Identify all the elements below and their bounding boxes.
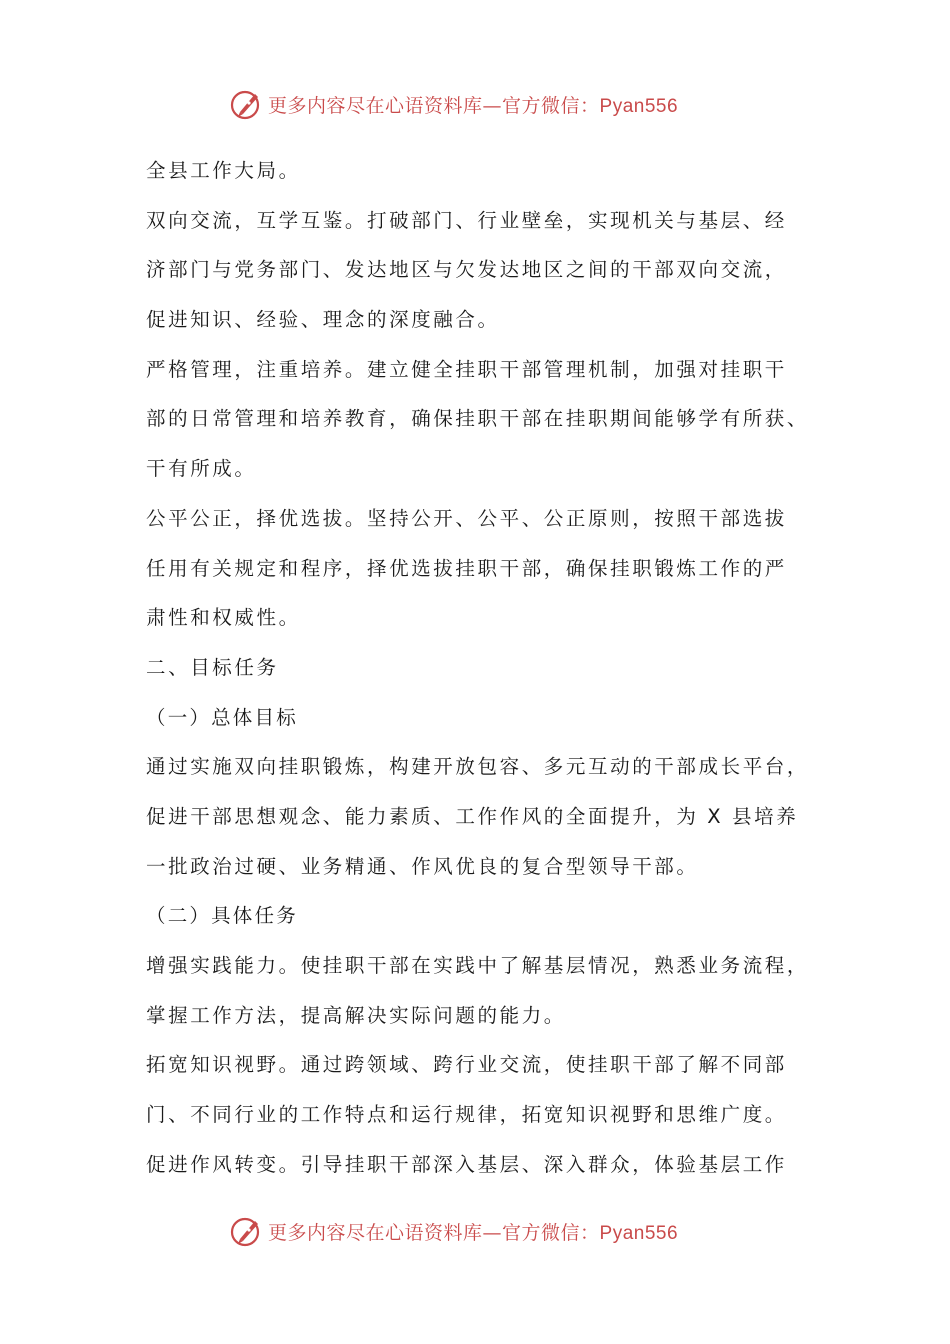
pen-nib-circle-icon <box>228 86 264 122</box>
wechat-id: Pyan556 <box>599 1222 679 1244</box>
watermark-text: 更多内容尽在心语资料库—官方微信：Pyan556 <box>268 94 679 117</box>
text-line: 掌握工作方法，提高解决实际问题的能力。 <box>146 1003 566 1027</box>
text-line: 部的日常管理和培养教育，确保挂职干部在挂职期间能够学有所获、 <box>146 407 810 431</box>
text-line: 通过实施双向挂职锻炼，构建开放包容、多元互动的干部成长平台， <box>146 755 810 779</box>
text-line: 肃性和权威性。 <box>146 606 301 630</box>
text-line: 门、不同行业的工作特点和运行规律，拓宽知识视野和思维广度。 <box>146 1103 787 1127</box>
subsection-heading: （二）具体任务 <box>146 904 298 928</box>
wechat-id: Pyan556 <box>599 95 679 117</box>
subsection-heading: （一）总体目标 <box>146 705 298 729</box>
text-line: 一批政治过硬、业务精通、作风优良的复合型领导干部。 <box>146 854 699 878</box>
text-line: 促进作风转变。引导挂职干部深入基层、深入群众，体验基层工作 <box>146 1152 787 1176</box>
watermark-text: 更多内容尽在心语资料库—官方微信：Pyan556 <box>268 1221 679 1244</box>
text-line: 干有所成。 <box>146 457 257 481</box>
section-heading: 二、目标任务 <box>146 655 279 679</box>
header-watermark-banner <box>228 84 678 124</box>
text-line: 促进干部思想观念、能力素质、工作作风的全面提升，为 X 县培养 <box>146 804 799 828</box>
text-line: 济部门与党务部门、发达地区与欠发达地区之间的干部双向交流， <box>146 258 787 282</box>
text-line: 全县工作大局。 <box>146 159 301 182</box>
pen-nib-circle-icon <box>228 1213 264 1249</box>
text-line: 增强实践能力。使挂职干部在实践中了解基层情况，熟悉业务流程， <box>146 954 810 977</box>
text-line: 双向交流，互学互鉴。打破部门、行业壁垒，实现机关与基层、经 <box>146 208 787 232</box>
text-line: 拓宽知识视野。通过跨领域、跨行业交流，使挂职干部了解不同部 <box>146 1053 787 1077</box>
text-line: 任用有关规定和程序，择优选拔挂职干部，确保挂职锻炼工作的严 <box>146 556 787 580</box>
text-line: 促进知识、经验、理念的深度融合。 <box>146 308 500 332</box>
footer-watermark-banner <box>228 1211 678 1251</box>
text-line: 公平公正，择优选拔。坚持公开、公平、公正原则，按照干部选拔 <box>146 506 787 530</box>
text-line: 严格管理，注重培养。建立健全挂职干部管理机制，加强对挂职干 <box>146 357 787 381</box>
document-body <box>146 146 826 1189</box>
